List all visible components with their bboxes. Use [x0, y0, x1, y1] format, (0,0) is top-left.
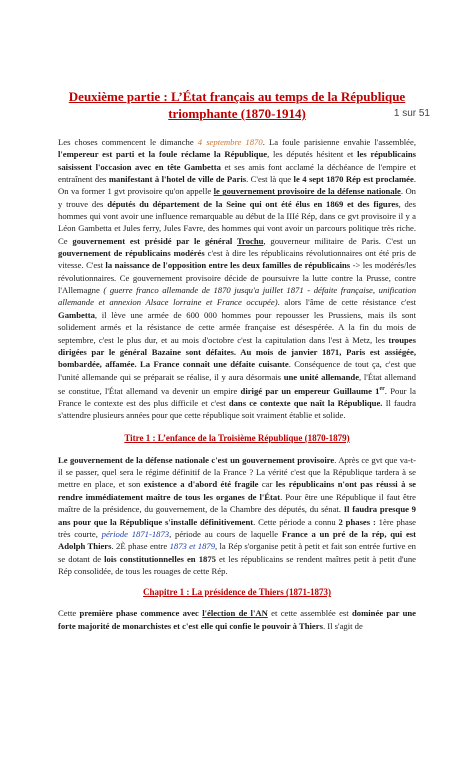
section-heading-titre-1: Titre 1 : L’enfance de la Troisième République (1870-1879) — [124, 432, 350, 443]
page-number: 1 sur 51 — [393, 108, 430, 119]
section-heading-chapitre-1: Chapitre 1 : La présidence de Thiers (1871-1873) — [143, 587, 331, 598]
document-page — [0, 88, 474, 758]
paragraph-intro: Les choses commencent le dimanche 4 septembre 1870. La foule parisienne envahie l'assemblée, l'empereur est parti et la foule réclame la République, les députés hésitent et les républicains saisissent l'occasion avec en tête Gambetta et ses amis font acclamé la déchéance de l'empire et entraînent des manifestant à l'hotel de ville de Paris. C'est là que le 4 sept 1870 Rép est proclamée. On va former 1 gvt provisoire qu'on appelle le gouvernement provisoire de la défense nationale. On y trouve des députés du département de la Seine qui ont été élus en 1869 et des figures, des hommes qui vont avoir une influence remarquable au début de la IIIé Rép, dans ce gvt provisoire il y a Léon Gambetta et Jules ferry, Jules Favre, des hommes qui vont avoir un parcours politique très riche. Ce gouvernement est présidé par le général Trochu, gouverneur militaire de Paris. C'est un gouvernement de républicains modérés c'est à dire les républicains révolutionnaires ont été pris de vitesse. C'est la naissance de l'opposition entre les deux familles de républicains -> les modérés/les révolutionnaires. Ce gouvernement provisoire décide de poursuivre la lutte contre la Prusse, contre l'Allemagne ( guerre franco allemande de 1870 jusqu'a juillet 1871 - défaite française, unification allemande et annexion Alsace lorraine et France occupée). alors l'âme de cette résistance c'est Gambetta, il lève une armée de 600 000 hommes pour repousser les Prussiens, mais ils sont solidement armés et la résistance de cette armée française est désespérée. A la fin du mois de septembre, c'est le plus dur, et au mois d'octobre c'est la capitulation dans l'est à Metz, les troupes dirigées par le général Bazaine sont défaites. Au mois de janvier 1871, Paris est assiégée, bombardée, affamée. La France connaît une défaite cuisante. Conséquence de tout ça, c'est que l'unité allemande qui se préparait se réalise, il y aura désormais une unité allemande, l'État allemand se constitue, l'État allemand va devenir un empire dirigé par un empereur Guillaume 1er. Pour la France le contexte est des plus difficile et c'est dans ce contexte que naît la République. Il faudra s'attendre plusieurs années pour que cette république soit vraiment établie et solide. — [58, 137, 417, 421]
paragraph-titre-1: Le gouvernement de la défense nationale c'est un gouvernement provisoire. Après ce gvt que va-t-il se passer, quel sera le régime définitif de la France ? La vérité c'est que la République tardera à se mettre en place, et son existence a d'abord été fragile car les républicains n'ont pas réussi à se rendre immédiatement maître de tous les organes de l'État. Pour être une République il faut être maître de la présidence, du gouvernement, de la Chambre des députés, du sénat. Il faudra presque 9 ans pour que la République s'installe définitivement. Cette période a connu 2 phases : 1ère phase très courte, période 1871-1873, période au cours de laquelle France a un pré de la rép, qui est Adolph Thiers. 2È phase entre 1873 et 1879, la Rép s'organise petit à petit et fait son entrée furtive en se dotant de lois constitutionnelles en 1875 et les républicains se rendent maîtres petit à petit d'une Rép consolidée, de tous les rouages de cette Rép. — [58, 454, 417, 576]
paragraph-chapitre-1: Cette première phase commence avec l'élection de l'AN et cette assemblée est dominée par une forte majorité de monarchistes et c'est elle qui confie le pouvoir à Thiers. Il s'agit de — [58, 608, 416, 631]
page-title: Deuxième partie : L’État français au temps de la République triomphante (1870-1914) — [68, 89, 406, 121]
